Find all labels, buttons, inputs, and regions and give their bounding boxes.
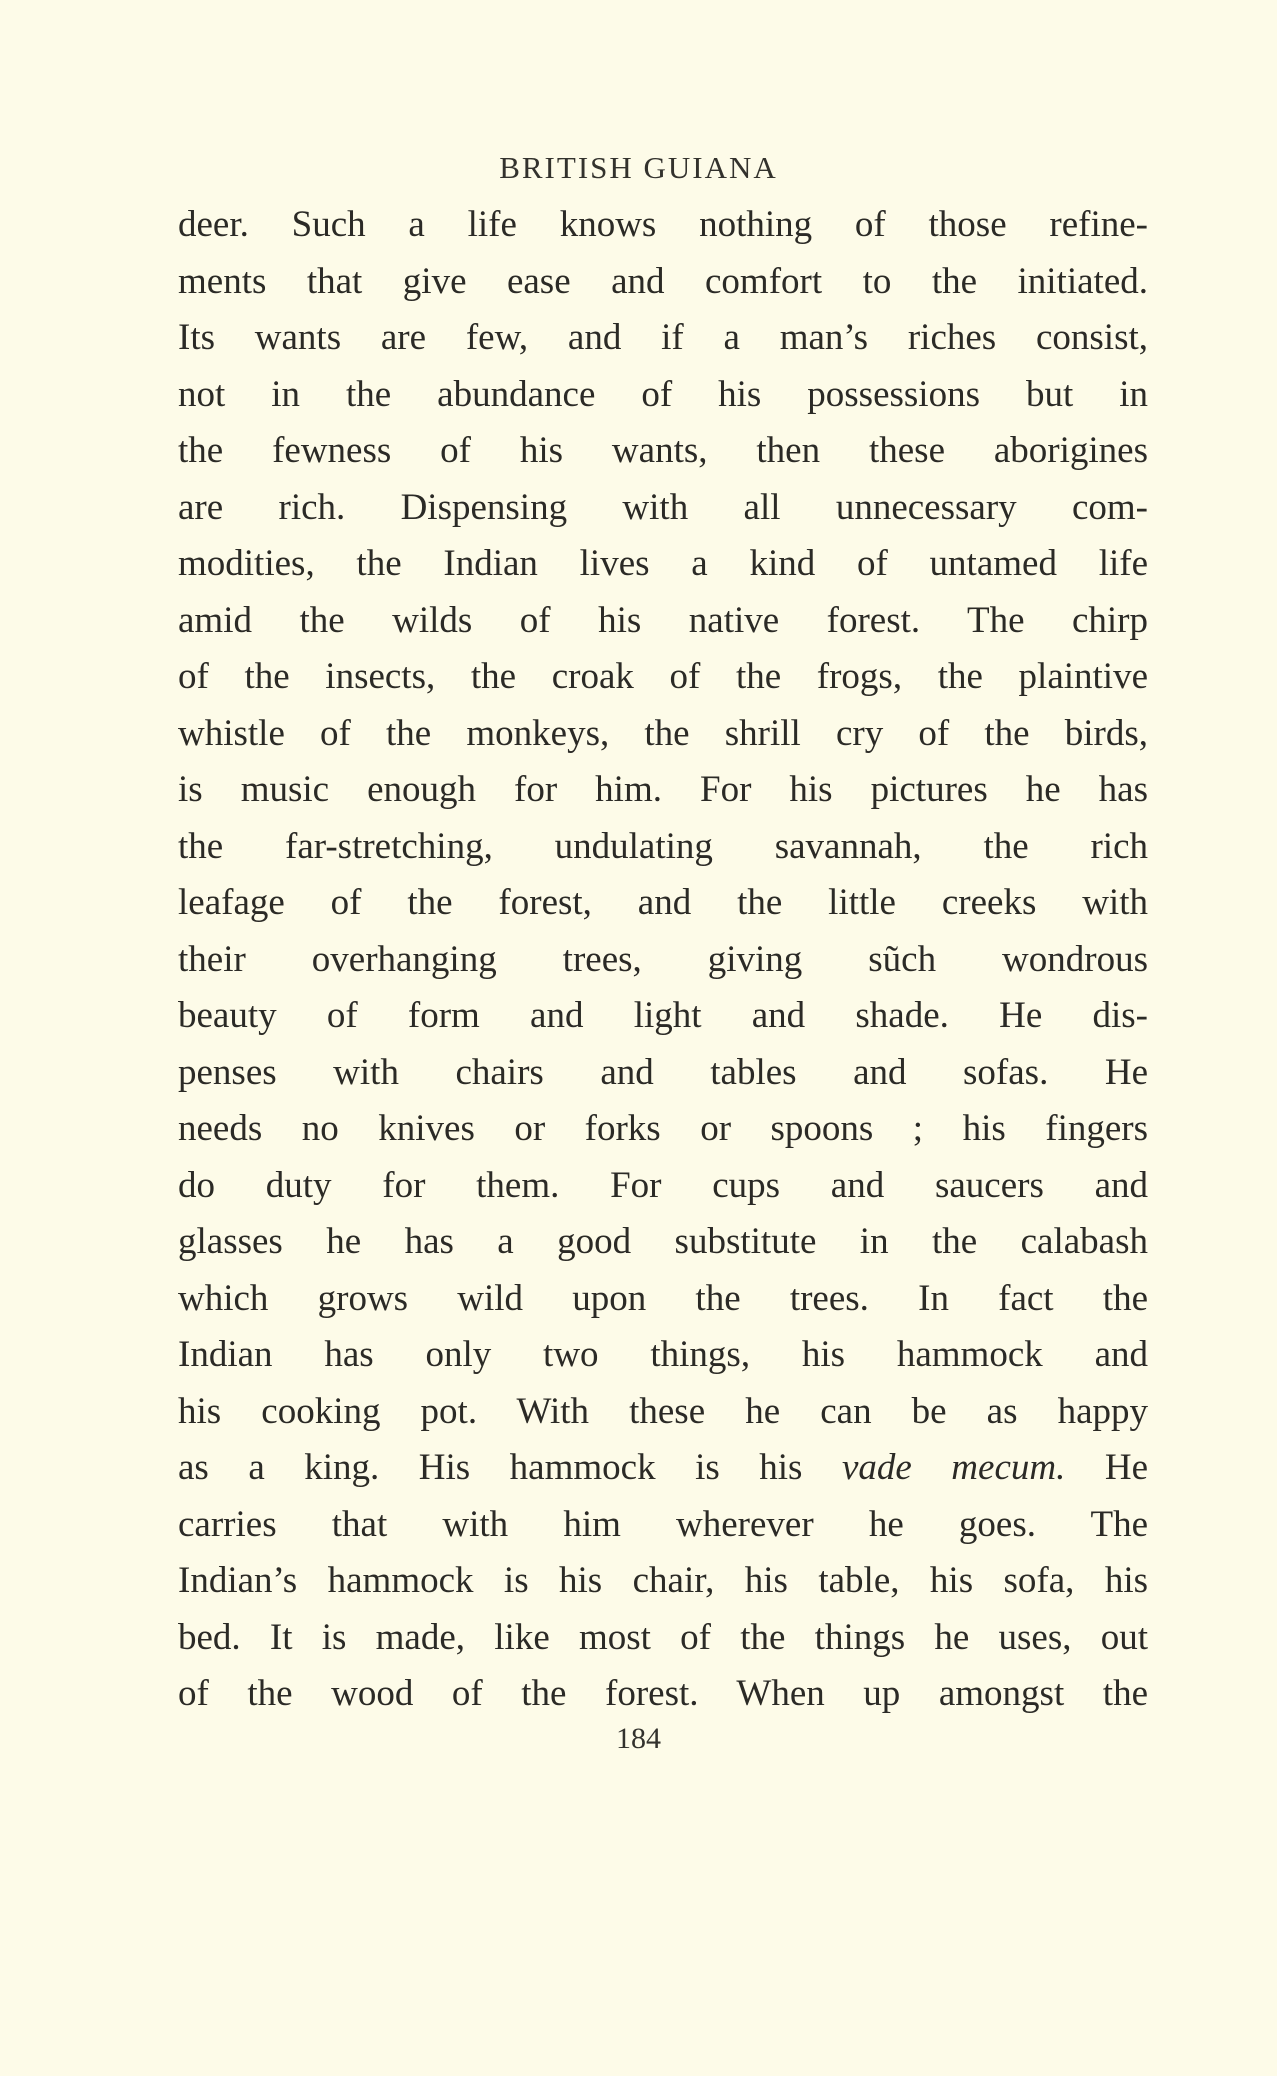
text-line-with-italic: [178, 1440, 1148, 1497]
text-line: are rich. Dispensing with all unnecessary com-: [178, 486, 1148, 528]
body-text: [178, 197, 1148, 1723]
text-line: leafage of the forest, and the little creeks with: [178, 882, 1148, 923]
text-line: of the wood of the forest. When up amongst the: [178, 1673, 1148, 1714]
text-line: the far-stretching, undulating savannah, the rich: [178, 825, 1148, 867]
running-head: BRITISH GUIANA: [499, 150, 778, 185]
text-line: ments that give ease and comfort to the initiated.: [178, 260, 1148, 302]
text-line: the fewness of his wants, then these aborigines: [178, 430, 1148, 471]
text-line: bed. It is made, like most of the things he uses, out: [178, 1616, 1148, 1658]
text-line: is music enough for him. For his pictures he has: [178, 769, 1148, 810]
text-line: beauty of form and light and shade. He dis-: [178, 995, 1148, 1036]
text-line: their overhanging trees, giving sũch wondrous: [178, 938, 1148, 980]
text-line: glasses he has a good substitute in the calabash: [178, 1221, 1148, 1262]
text-segment: as a king. His hammock is his: [178, 1447, 842, 1488]
text-line: modities, the Indian lives a kind of untamed life: [178, 543, 1148, 584]
text-line: needs no knives or forks or spoons ; his fingers: [178, 1108, 1148, 1149]
text-line: do duty for them. For cups and saucers and: [178, 1164, 1148, 1206]
text-line: deer. Such a life knows nothing of those refine-: [178, 204, 1148, 245]
text-line: Indian’s hammock is his chair, his table, his sofa, his: [178, 1560, 1148, 1601]
text-line: which grows wild upon the trees. In fact the: [178, 1277, 1148, 1319]
italic-phrase: vade mecum.: [841, 1447, 1066, 1488]
text-line: penses with chairs and tables and sofas. He: [178, 1051, 1148, 1093]
text-line: amid the wilds of his native forest. The chirp: [178, 599, 1148, 641]
text-line: of the insects, the croak of the frogs, the plaintive: [178, 656, 1148, 697]
text-segment: He: [1065, 1447, 1148, 1488]
text-line: Its wants are few, and if a man’s riches consist,: [178, 317, 1148, 358]
text-line: his cooking pot. With these he can be as happy: [178, 1390, 1148, 1432]
text-line: carries that with him wherever he goes. The: [178, 1503, 1148, 1545]
text-line: not in the abundance of his possessions but in: [178, 373, 1148, 415]
text-line: whistle of the monkeys, the shrill cry of the birds,: [178, 712, 1148, 754]
page-number: 184: [616, 1722, 661, 1755]
text-line: Indian has only two things, his hammock and: [178, 1334, 1148, 1375]
